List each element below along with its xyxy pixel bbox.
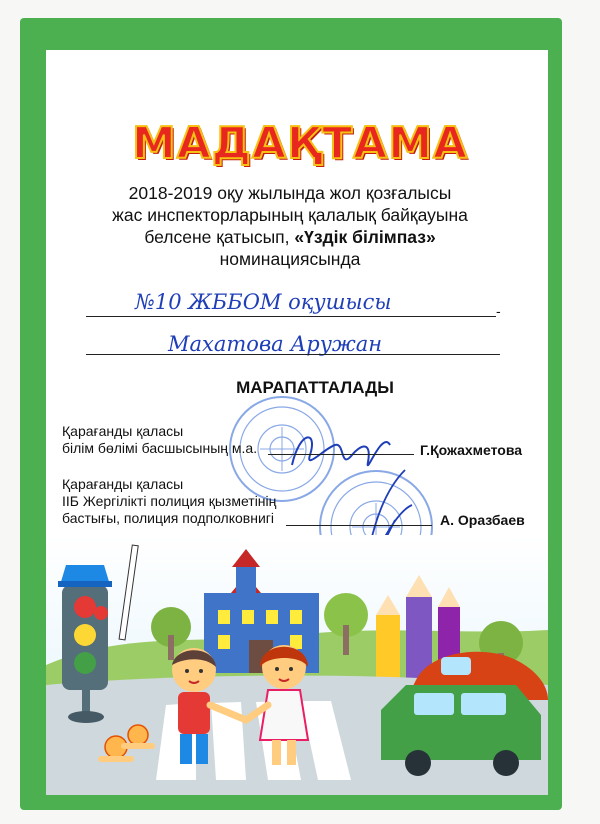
nomination-name: «Үздік білімпаз» — [294, 227, 436, 247]
traffic-illustration — [46, 535, 548, 795]
signatory-1-block — [62, 423, 257, 457]
handwritten-recipient-name: Махатова Аружан — [168, 332, 383, 356]
signatory-2-line-3: бастығы, полиция подполковнигі — [62, 510, 274, 526]
intro-line-3-prefix: белсене қатысып, — [144, 227, 295, 247]
mascot-nose — [94, 606, 108, 620]
signatory-1-name: Г.Қожахметова — [420, 442, 523, 458]
signatory-2-line-2: ІІБ Жергілікті полиция қызметінің — [62, 493, 277, 509]
signatory-2-line-1: Қарағанды қаласы — [62, 476, 184, 492]
intro-line-1: 2018-2019 оқу жылында жол қозғалысы — [128, 183, 452, 203]
certificate-title: МАДАҚТАМА — [131, 118, 469, 169]
signature-1-line — [268, 454, 414, 455]
intro-line-4: номинациясында — [219, 249, 361, 269]
signatory-2-name: А. Оразбаев — [440, 512, 525, 528]
signatory-1-line-2: білім бөлімі басшысының м.а. — [62, 440, 258, 456]
signature-2-line — [286, 525, 432, 526]
handwritten-school: №10 ЖББОМ оқушысы — [135, 290, 392, 314]
intro-line-2: жас инспекторларының қалалық байқауына — [112, 205, 468, 225]
signatory-2-block — [62, 476, 276, 527]
line-dash: - — [496, 303, 501, 319]
awarded-label: МАРАПАТТАЛАДЫ — [236, 378, 394, 397]
signature-1 — [292, 437, 390, 465]
signatory-1-line-1: Қарағанды қаласы — [62, 423, 184, 439]
